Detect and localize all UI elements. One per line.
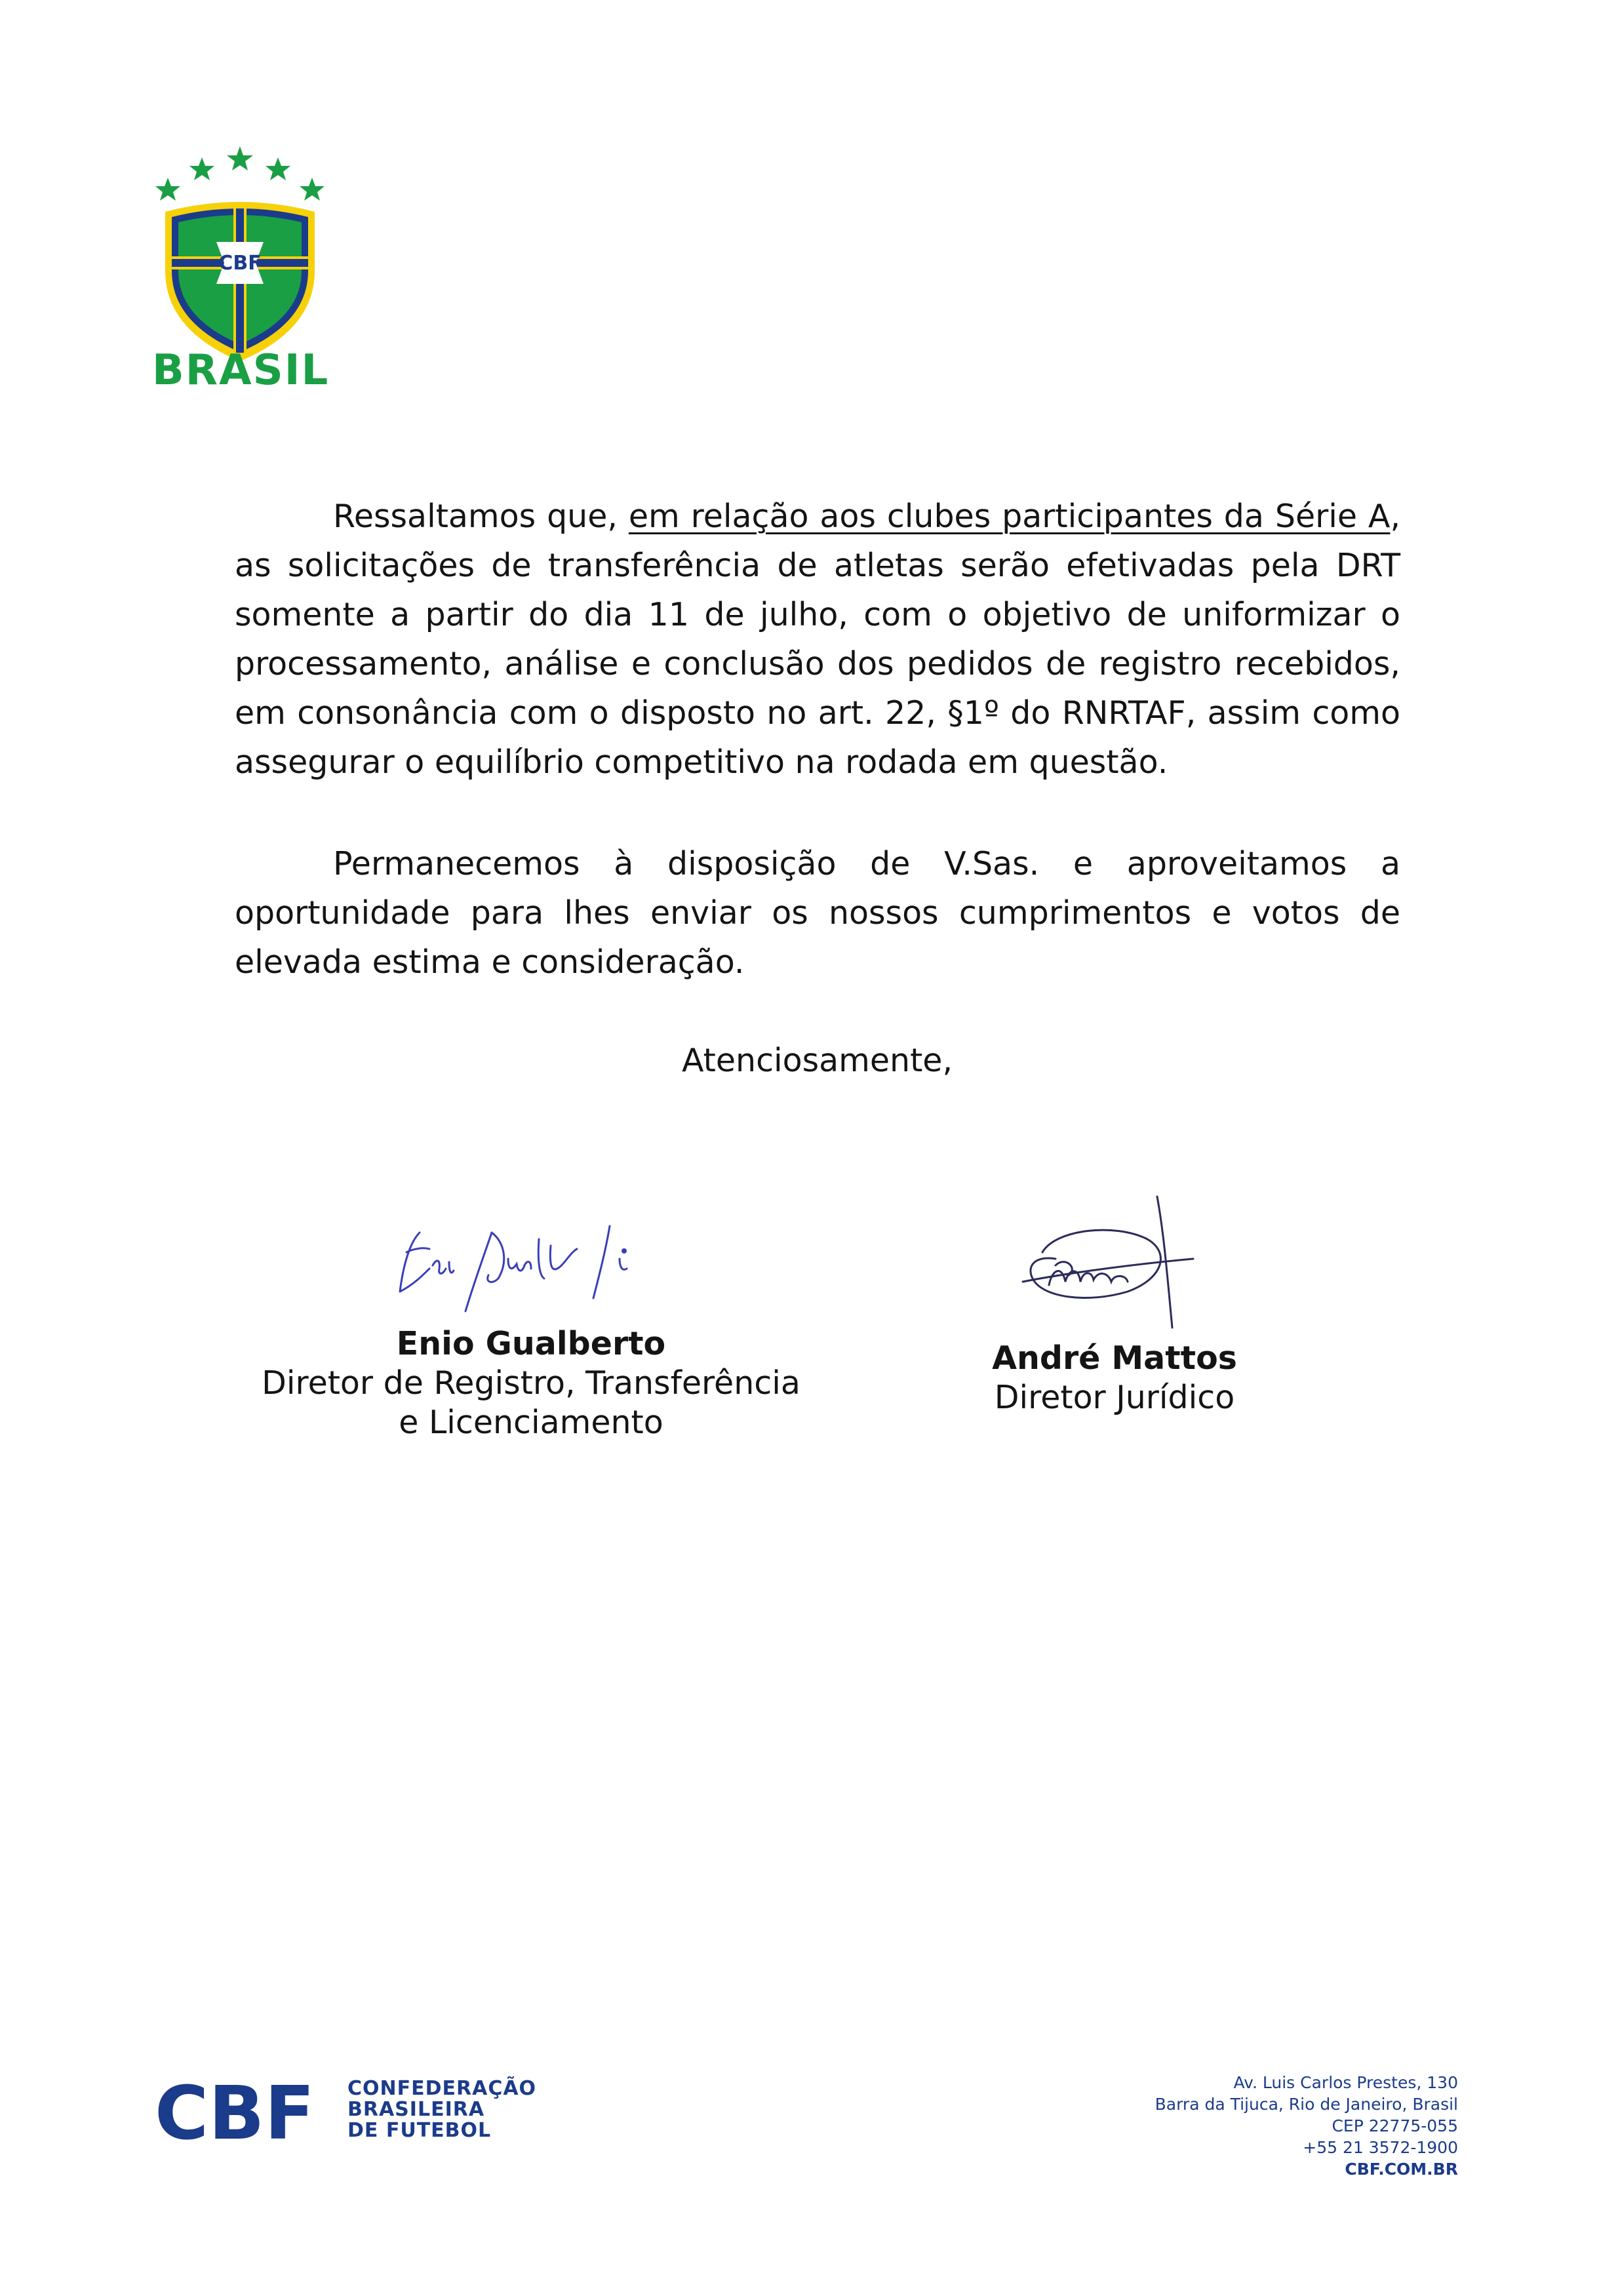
- signature-block-andre: [944, 1339, 1285, 1417]
- signatory-title: Diretor de Registro, Transferência: [262, 1364, 800, 1402]
- paragraph-body: Permanecemos à disposição de V.Sas. e aproveitamos a oportunidade para lhes enviar os nossos cumprimentos e votos de elevada estima e consideração.: [235, 845, 1400, 981]
- paragraph-body: , as solicitações de transferência de atletas serão efetivadas pela DRT somente a partir do dia 11 de julho, com o objetivo de uniformizar o processamento, análise e conclusão dos pedidos de registro recebidos, em consonância com o disposto no art. 22, §1º do RNRTAF, assim como assegurar o equilíbrio competitivo na rodada em questão.: [235, 498, 1401, 781]
- underlined-phrase: em relação aos clubes participantes da Série A: [628, 498, 1391, 535]
- signatory-name: Enio Gualberto: [396, 1325, 666, 1362]
- org-line: BRASILEIRA: [347, 2098, 485, 2121]
- footer-contact: [1155, 2072, 1458, 2180]
- paragraph-closing-remarks: [235, 839, 1400, 987]
- signature-block-enio: [243, 1324, 820, 1442]
- org-line: DE FUTEBOL: [347, 2119, 492, 2142]
- footer-org-name: [347, 2078, 536, 2141]
- crest-monogram: CBF: [218, 252, 262, 275]
- signature-enio-gualberto: [393, 1213, 669, 1318]
- footer-logo-text: CBF: [155, 2081, 315, 2147]
- closing-salutation: Atenciosamente,: [682, 1042, 953, 1079]
- phone-number: +55 21 3572-1900: [1303, 2138, 1458, 2157]
- cbf-footer-logo: [155, 2081, 315, 2147]
- signature-andre-mattos: [1016, 1193, 1200, 1331]
- stars-icon: [155, 146, 325, 201]
- signatory-title: Diretor Jurídico: [994, 1379, 1235, 1416]
- address-street: Av. Luis Carlos Prestes, 130: [1233, 2073, 1458, 2092]
- crest-wordmark: BRASIL: [152, 346, 330, 395]
- address-postal-code: CEP 22775-055: [1332, 2116, 1458, 2135]
- signatory-title-line2: e Licenciamento: [399, 1404, 663, 1441]
- signatory-name: André Mattos: [992, 1339, 1237, 1377]
- paragraph-transfers: [235, 492, 1400, 787]
- website-link[interactable]: CBF.COM.BR: [1345, 2160, 1458, 2179]
- org-line: CONFEDERAÇÃO: [347, 2077, 537, 2100]
- paragraph-lead: Ressaltamos que,: [333, 498, 629, 535]
- address-city: Barra da Tijuca, Rio de Janeiro, Brasil: [1155, 2095, 1458, 2114]
